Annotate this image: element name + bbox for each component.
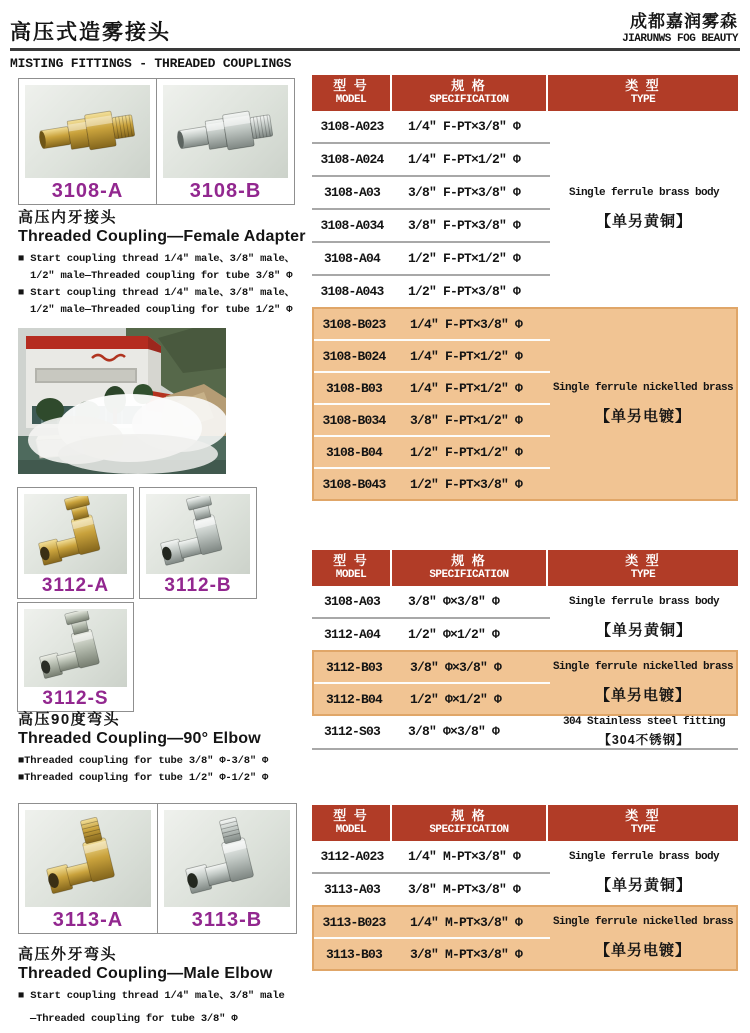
brass-coupling-illustration bbox=[32, 95, 144, 169]
column-header-en: SPECIFICATION bbox=[429, 94, 509, 107]
section-bullets bbox=[18, 251, 307, 319]
product-cell bbox=[140, 488, 256, 598]
column-header-zh: 规 格 bbox=[451, 553, 487, 568]
model-cell: 3108-B043 bbox=[322, 476, 386, 492]
spec-cell: 1/2" Φ×1/2" Φ bbox=[408, 627, 500, 642]
brand-name-zh: 成都嘉润雾森 bbox=[630, 12, 738, 32]
spec-cell: 1/4" F-PT×1/2" Φ bbox=[410, 380, 523, 396]
type-label-zh: 【单另电镀】 bbox=[594, 942, 691, 959]
table-row bbox=[312, 111, 550, 142]
spec-cell: 1/4" F-PT×1/2" Φ bbox=[408, 152, 521, 167]
section-heading-zh: 高压90度弯头 bbox=[18, 711, 121, 728]
column-header-zh: 规 格 bbox=[451, 808, 487, 823]
product-cell-3113-b bbox=[157, 804, 296, 933]
table-group-rows bbox=[312, 111, 550, 307]
product-photo-3108-a bbox=[25, 85, 150, 178]
table-row bbox=[314, 682, 550, 714]
model-cell: 3108-A04 bbox=[323, 251, 380, 266]
product-card-3112-s bbox=[17, 602, 134, 712]
nickel-male-elbow-illustration bbox=[179, 817, 275, 901]
spec-cell: 1/4" F-PT×1/2" Φ bbox=[410, 348, 523, 364]
model-cell: 3112-A04 bbox=[323, 627, 380, 642]
type-cell bbox=[550, 716, 738, 748]
bullet-line-continuation: 1/2" male—Threaded coupling for tube 3/8" Φ bbox=[30, 270, 293, 282]
product-label: 3113-A bbox=[52, 908, 124, 931]
table-group-rows bbox=[314, 309, 550, 499]
type-label-zh: 【单另黄铜】 bbox=[595, 622, 692, 639]
model-cell: 3112-S03 bbox=[323, 724, 380, 739]
model-cell: 3108-A03 bbox=[323, 185, 380, 200]
model-cell: 3108-B034 bbox=[322, 412, 386, 428]
type-label-en: Single ferrule nickelled brass bbox=[552, 661, 734, 673]
column-header-model bbox=[312, 75, 392, 111]
table-row bbox=[312, 841, 550, 872]
table-group-stainless bbox=[312, 716, 738, 750]
table-header-row bbox=[312, 805, 738, 841]
type-label-en: Single ferrule nickelled brass bbox=[552, 916, 734, 928]
model-cell: 3108-A03 bbox=[323, 594, 380, 609]
mist-scene-photo bbox=[18, 328, 226, 474]
section-90-elbow bbox=[18, 708, 307, 787]
column-header-zh: 型 号 bbox=[333, 78, 369, 93]
column-header-en: TYPE bbox=[630, 569, 656, 582]
model-cell: 3108-A023 bbox=[320, 119, 384, 134]
table-row bbox=[314, 371, 550, 403]
page-subtitle: MISTING FITTINGS - THREADED COUPLINGS bbox=[10, 56, 292, 71]
column-header-en: SPECIFICATION bbox=[429, 569, 509, 582]
model-cell: 3112-B04 bbox=[325, 691, 382, 707]
model-cell: 3108-A034 bbox=[320, 218, 384, 233]
model-cell: 3113-B023 bbox=[322, 914, 386, 930]
product-cell bbox=[18, 488, 133, 598]
brand-name-en: JIARUNWS FOG BEAUTY bbox=[622, 32, 738, 45]
spec-cell: 1/2" F-PT×1/2" Φ bbox=[408, 251, 521, 266]
product-card-3112-a bbox=[17, 487, 134, 599]
fittings-table-female-adapter bbox=[312, 75, 738, 501]
section-heading-zh: 高压内牙接头 bbox=[18, 209, 118, 226]
table-group-nickelled bbox=[312, 905, 738, 971]
spec-cell: 1/4" M-PT×3/8" Φ bbox=[408, 849, 521, 864]
column-header-type bbox=[548, 550, 738, 586]
product-card-3113 bbox=[18, 803, 297, 934]
table-group-brass bbox=[312, 586, 738, 650]
model-cell: 3108-A043 bbox=[320, 284, 384, 299]
section-heading-en: Threaded Coupling—Male Elbow bbox=[18, 965, 273, 982]
spec-cell: 1/4" F-PT×3/8" Φ bbox=[408, 119, 521, 134]
spec-cell: 1/2" F-PT×3/8" Φ bbox=[410, 476, 523, 492]
spec-cell: 3/8" Φ×3/8" Φ bbox=[408, 594, 500, 609]
product-photo-3113-b bbox=[164, 810, 290, 907]
fittings-table-90-elbow bbox=[312, 550, 738, 750]
spec-cell: 1/2" F-PT×3/8" Φ bbox=[408, 284, 521, 299]
product-label: 3108-A bbox=[51, 179, 124, 202]
type-cell bbox=[550, 111, 738, 307]
product-photo-3112-s bbox=[24, 609, 127, 687]
model-cell: 3113-B03 bbox=[325, 946, 382, 962]
type-cell bbox=[550, 907, 736, 969]
section-heading-zh: 高压外牙弯头 bbox=[18, 946, 118, 963]
section-female-adapter bbox=[18, 206, 307, 319]
model-cell: 3108-B023 bbox=[322, 316, 386, 332]
column-header-zh: 类 型 bbox=[625, 808, 661, 823]
product-label: 3112-A bbox=[41, 575, 110, 596]
type-label-en: Single ferrule brass body bbox=[568, 851, 720, 863]
table-row bbox=[314, 309, 550, 339]
spec-cell: 1/2" F-PT×1/2" Φ bbox=[410, 444, 523, 460]
table-header-row bbox=[312, 75, 738, 111]
type-label-en: Single ferrule brass body bbox=[568, 596, 720, 608]
column-header-zh: 规 格 bbox=[451, 78, 487, 93]
product-card-3112-b bbox=[139, 487, 257, 599]
right-column bbox=[312, 75, 738, 1033]
table-row bbox=[314, 652, 550, 682]
page-header bbox=[10, 4, 738, 46]
type-label-en: 304 Stainless steel fitting bbox=[562, 716, 726, 728]
table-group-rows bbox=[312, 586, 550, 650]
type-label-zh: 【单另电镀】 bbox=[594, 408, 691, 425]
type-label-en: Single ferrule brass body bbox=[568, 187, 720, 199]
bullet-line: ■ Start coupling thread 1/4" male、3/8" male bbox=[18, 990, 285, 1002]
column-header-zh: 类 型 bbox=[625, 553, 661, 568]
product-cell-3108-a bbox=[19, 79, 156, 204]
nickel-coupling-illustration bbox=[170, 95, 282, 169]
column-header-en: MODEL bbox=[335, 569, 367, 582]
type-label-zh: 【304不锈钢】 bbox=[598, 733, 690, 747]
column-header-en: TYPE bbox=[630, 94, 656, 107]
table-group-rows bbox=[314, 652, 550, 714]
table-row bbox=[312, 175, 550, 208]
table-row bbox=[314, 403, 550, 435]
type-cell bbox=[550, 652, 736, 714]
column-header-zh: 型 号 bbox=[333, 553, 369, 568]
header-divider bbox=[10, 48, 740, 51]
type-cell bbox=[550, 309, 736, 499]
table-row bbox=[312, 274, 550, 307]
brand-block bbox=[622, 12, 738, 46]
table-row bbox=[312, 586, 550, 617]
table-group-rows bbox=[312, 841, 550, 905]
model-cell: 3108-B03 bbox=[325, 380, 382, 396]
spec-cell: 1/4" M-PT×3/8" Φ bbox=[410, 914, 523, 930]
page-title: 高压式造雾接头 bbox=[10, 21, 171, 44]
type-label-zh: 【单另黄铜】 bbox=[595, 213, 692, 230]
column-header-en: MODEL bbox=[335, 824, 367, 837]
type-cell bbox=[550, 586, 738, 650]
spec-cell: 3/8" M-PT×3/8" Φ bbox=[410, 946, 523, 962]
spec-cell: 3/8" M-PT×3/8" Φ bbox=[408, 882, 521, 897]
column-header-en: SPECIFICATION bbox=[429, 824, 509, 837]
product-label: 3108-B bbox=[189, 179, 262, 202]
column-header-model bbox=[312, 805, 392, 841]
fittings-table-male-elbow bbox=[312, 805, 738, 971]
spec-cell: 3/8" F-PT×3/8" Φ bbox=[408, 185, 521, 200]
model-cell: 3108-B024 bbox=[322, 348, 386, 364]
bullet-line: ■ Start coupling thread 1/4" male、3/8" male、 bbox=[18, 253, 295, 265]
left-column bbox=[15, 75, 307, 1033]
column-header-type bbox=[548, 805, 738, 841]
bullet-line-continuation: —Threaded coupling for tube 3/8" Φ bbox=[30, 1013, 238, 1025]
column-header-model bbox=[312, 550, 392, 586]
table-group-nickelled bbox=[312, 650, 738, 716]
type-label-zh: 【单另电镀】 bbox=[594, 687, 691, 704]
column-header-spec bbox=[392, 805, 548, 841]
section-heading-en: Threaded Coupling—Female Adapter bbox=[18, 228, 306, 245]
column-header-spec bbox=[392, 550, 548, 586]
steel-elbow-illustration bbox=[34, 611, 118, 685]
model-cell: 3112-B03 bbox=[325, 659, 382, 675]
table-group-brass bbox=[312, 841, 738, 905]
model-cell: 3108-A024 bbox=[320, 152, 384, 167]
product-cell bbox=[18, 603, 133, 711]
type-label-en: Single ferrule nickelled brass bbox=[552, 382, 734, 394]
table-row bbox=[312, 617, 550, 650]
type-label-zh: 【单另黄铜】 bbox=[595, 877, 692, 894]
brass-male-elbow-illustration bbox=[40, 817, 136, 901]
bullet-line: ■Threaded coupling for tube 3/8" Φ-3/8" Φ bbox=[18, 755, 269, 767]
product-photo-3108-b bbox=[163, 85, 288, 178]
spec-cell: 3/8" Φ×3/8" Φ bbox=[410, 659, 502, 675]
table-group-nickelled bbox=[312, 307, 738, 501]
table-row bbox=[312, 208, 550, 241]
table-group-rows bbox=[312, 716, 550, 748]
product-label: 3113-B bbox=[191, 908, 263, 931]
product-label: 3112-B bbox=[164, 575, 232, 596]
bullet-line: ■Threaded coupling for tube 1/2" Φ-1/2" Φ bbox=[18, 772, 269, 784]
spec-cell: 1/4" F-PT×3/8" Φ bbox=[410, 316, 523, 332]
section-male-elbow bbox=[18, 943, 307, 1028]
brass-elbow-illustration bbox=[33, 496, 119, 572]
section-bullets bbox=[18, 988, 307, 1028]
table-row bbox=[314, 435, 550, 467]
model-cell: 3113-A03 bbox=[323, 882, 380, 897]
model-cell: 3112-A023 bbox=[320, 849, 384, 864]
nickel-elbow-illustration bbox=[155, 496, 241, 572]
column-header-zh: 类 型 bbox=[625, 78, 661, 93]
table-group-brass bbox=[312, 111, 738, 307]
product-card-3108 bbox=[18, 78, 295, 205]
table-row bbox=[312, 872, 550, 905]
table-row bbox=[314, 937, 550, 969]
table-row bbox=[312, 241, 550, 274]
type-cell bbox=[550, 841, 738, 905]
model-cell: 3108-B04 bbox=[325, 444, 382, 460]
spec-cell: 3/8" F-PT×1/2" Φ bbox=[410, 412, 523, 428]
product-photo-3112-a bbox=[24, 494, 127, 574]
spec-cell: 3/8" F-PT×3/8" Φ bbox=[408, 218, 521, 233]
product-photo-3113-a bbox=[25, 810, 151, 907]
column-header-zh: 型 号 bbox=[333, 808, 369, 823]
bullet-line: ■ Start coupling thread 1/4" male、3/8" male、 bbox=[18, 287, 295, 299]
column-header-spec bbox=[392, 75, 548, 111]
product-cell-3113-a bbox=[19, 804, 157, 933]
column-header-en: MODEL bbox=[335, 94, 367, 107]
column-header-type bbox=[548, 75, 738, 111]
product-photo-3112-b bbox=[146, 494, 250, 574]
table-header-row bbox=[312, 550, 738, 586]
table-row bbox=[312, 716, 550, 747]
table-row bbox=[314, 907, 550, 937]
product-cell-3108-b bbox=[156, 79, 294, 204]
section-bullets bbox=[18, 753, 307, 787]
column-header-en: TYPE bbox=[630, 824, 656, 837]
spec-cell: 1/2" Φ×1/2" Φ bbox=[410, 691, 502, 707]
bullet-line-continuation: 1/2" male—Threaded coupling for tube 1/2" Φ bbox=[30, 304, 293, 316]
product-label: 3112-S bbox=[42, 688, 109, 709]
table-row bbox=[312, 142, 550, 175]
table-row bbox=[314, 467, 550, 499]
table-row bbox=[314, 339, 550, 371]
section-heading-en: Threaded Coupling—90° Elbow bbox=[18, 730, 261, 747]
table-group-rows bbox=[314, 907, 550, 969]
spec-cell: 3/8" Φ×3/8" Φ bbox=[408, 724, 500, 739]
